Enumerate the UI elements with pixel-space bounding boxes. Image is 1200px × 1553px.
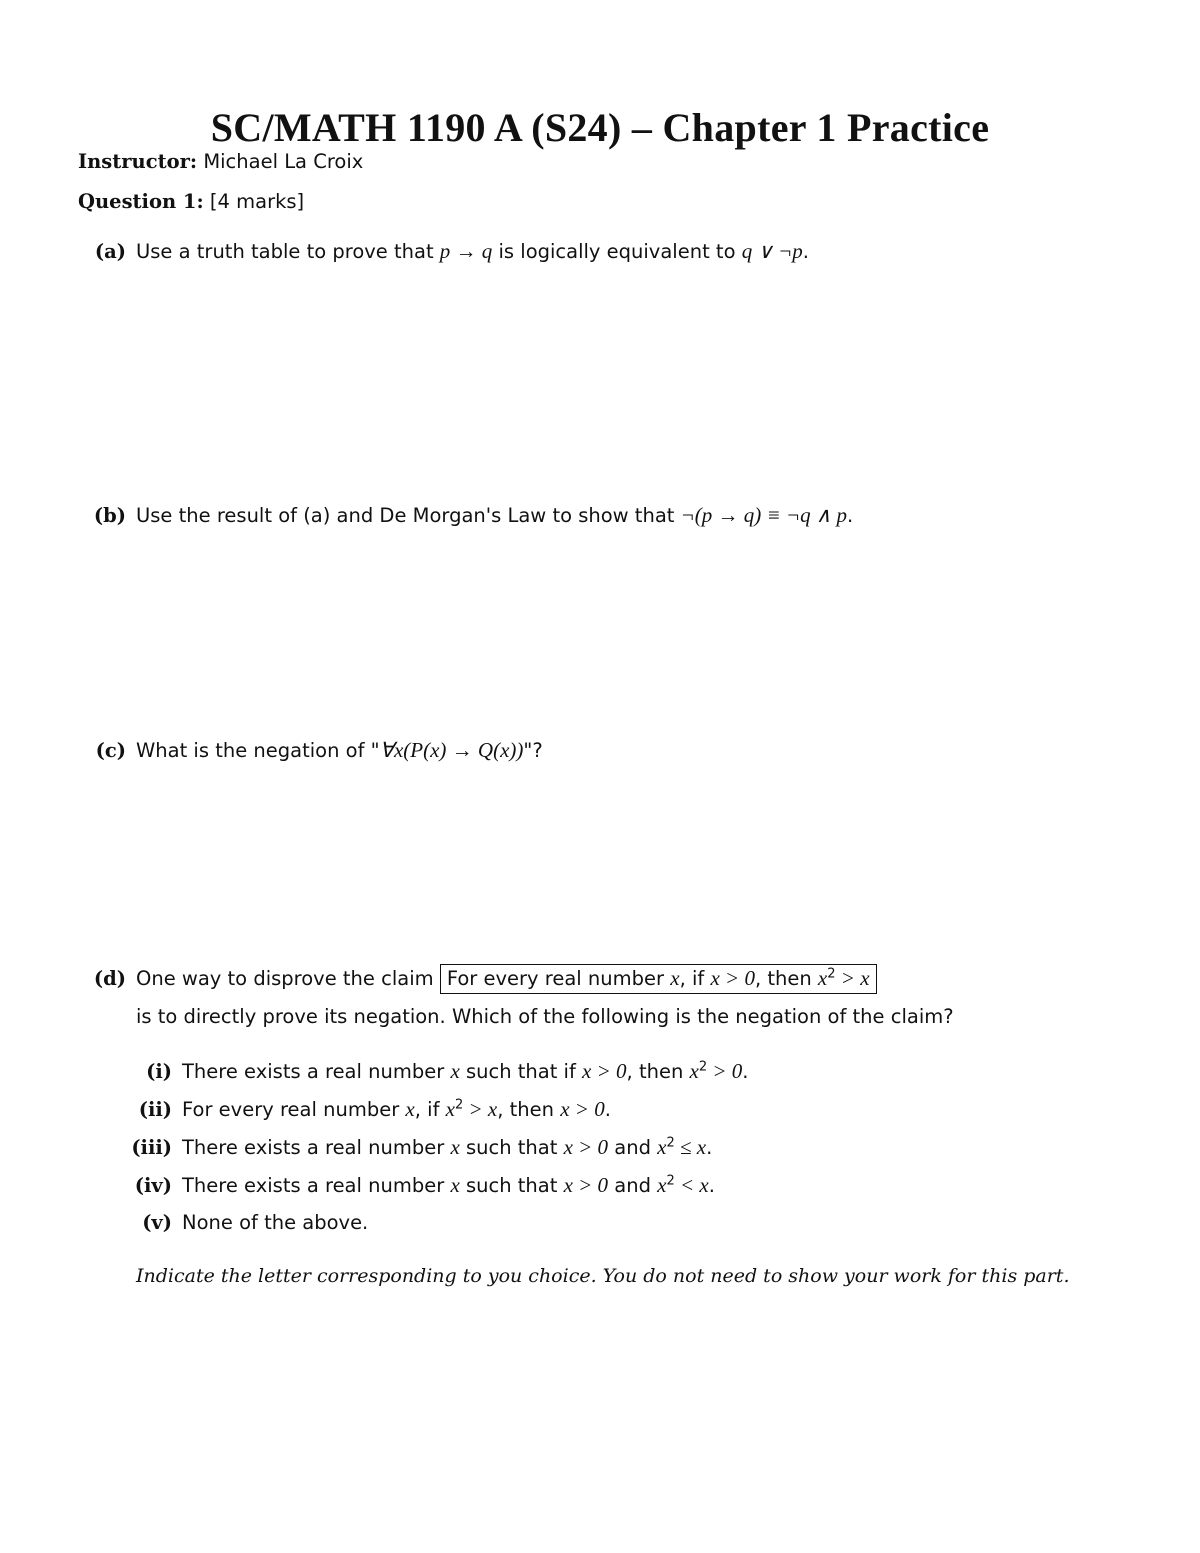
claim-var-x: x bbox=[670, 966, 680, 990]
option-iv-end: . bbox=[708, 1174, 715, 1197]
option-i-exponent: 2 bbox=[698, 1059, 708, 1075]
question-marks: [4 marks] bbox=[209, 190, 305, 213]
part-a-label: (a) bbox=[94, 240, 126, 263]
claim-var-x-squared: x bbox=[817, 966, 828, 990]
instructor-label: Instructor: bbox=[78, 150, 198, 173]
claim-text-3: , then bbox=[754, 967, 818, 990]
claim-exponent: 2 bbox=[827, 966, 836, 982]
claim-text-2: , if bbox=[679, 967, 711, 990]
part-d-label: (d) bbox=[93, 967, 126, 990]
part-c-math: ∀x(P(x) → Q(x)) bbox=[379, 738, 524, 762]
option-iii-math-1: x bbox=[450, 1135, 460, 1159]
option-i-end: . bbox=[742, 1060, 749, 1083]
option-iii-label: (iii) bbox=[131, 1136, 172, 1159]
option-i bbox=[128, 1059, 749, 1084]
option-iv bbox=[128, 1173, 715, 1198]
part-a-text: Use a truth table to prove that bbox=[136, 240, 440, 263]
option-iv-math-4: < x bbox=[674, 1173, 709, 1197]
option-iv-math-3: x bbox=[657, 1173, 667, 1197]
page-title: SC/MATH 1190 A (S24) – Chapter 1 Practice bbox=[210, 105, 990, 150]
option-ii-exponent: 2 bbox=[454, 1097, 464, 1113]
option-iii-math-2: x > 0 bbox=[563, 1135, 609, 1159]
option-i-text: There exists a real number bbox=[182, 1060, 451, 1083]
option-iv-text-3: and bbox=[608, 1174, 658, 1197]
option-iii-end: . bbox=[706, 1136, 713, 1159]
option-iv-math-2: x > 0 bbox=[563, 1173, 609, 1197]
claim-gt-x: > x bbox=[835, 966, 870, 990]
part-c-text: What is the negation of " bbox=[136, 739, 380, 762]
option-iii-text-2: such that bbox=[459, 1136, 564, 1159]
part-a-math-implication: p → q bbox=[439, 239, 493, 263]
part-a-text-2: is logically equivalent to bbox=[492, 240, 742, 263]
option-ii bbox=[128, 1097, 611, 1122]
option-ii-text: For every real number bbox=[182, 1098, 406, 1121]
part-b-math: ¬(p → q) ≡ ¬q ∧ p bbox=[680, 503, 847, 527]
option-iv-exponent: 2 bbox=[666, 1173, 675, 1189]
part-c-label: (c) bbox=[95, 739, 126, 762]
part-d-instruction-note: Indicate the letter corresponding to you choice. You do not need to show your work for this part. bbox=[136, 1265, 1070, 1287]
option-i-text-3: , then bbox=[626, 1060, 690, 1083]
part-c bbox=[78, 738, 543, 763]
option-i-math-1: x bbox=[450, 1059, 460, 1083]
option-v-text: None of the above. bbox=[182, 1211, 369, 1234]
option-ii-math-1: x bbox=[405, 1097, 415, 1121]
option-ii-label: (ii) bbox=[138, 1098, 172, 1121]
part-b bbox=[78, 503, 853, 528]
claim-condition: x > 0 bbox=[710, 966, 755, 990]
question-label: Question 1: bbox=[78, 190, 204, 213]
instructor-line bbox=[78, 150, 363, 173]
option-ii-end: . bbox=[604, 1098, 611, 1121]
option-iv-text: There exists a real number bbox=[182, 1174, 451, 1197]
option-v bbox=[128, 1211, 368, 1234]
option-i-text-2: such that if bbox=[459, 1060, 583, 1083]
option-i-math-2: x > 0 bbox=[582, 1059, 627, 1083]
option-iii-text: There exists a real number bbox=[182, 1136, 451, 1159]
option-i-math-4: > 0 bbox=[707, 1059, 743, 1083]
option-ii-text-2: , if bbox=[414, 1098, 446, 1121]
option-iii-exponent: 2 bbox=[666, 1135, 675, 1151]
option-iv-text-2: such that bbox=[459, 1174, 564, 1197]
option-iii bbox=[128, 1135, 712, 1160]
part-a-end: . bbox=[802, 240, 809, 263]
option-iii-math-3: x bbox=[657, 1135, 667, 1159]
part-d bbox=[78, 966, 877, 991]
part-d-line-2: is to directly prove its negation. Which of the following is the negation of the claim? bbox=[136, 1005, 954, 1028]
option-i-math-3: x bbox=[689, 1059, 699, 1083]
option-iii-text-3: and bbox=[608, 1136, 658, 1159]
part-b-label: (b) bbox=[93, 504, 126, 527]
option-iv-math-1: x bbox=[450, 1173, 460, 1197]
instructor-name: Michael La Croix bbox=[203, 150, 364, 173]
part-a bbox=[78, 239, 809, 264]
option-ii-math-3: x > 0 bbox=[560, 1097, 605, 1121]
option-ii-math-2b: > x bbox=[463, 1097, 498, 1121]
option-iv-label: (iv) bbox=[134, 1174, 172, 1197]
part-a-math-disjunction: q ∨ ¬p bbox=[741, 239, 803, 263]
option-i-label: (i) bbox=[146, 1060, 172, 1083]
part-c-end: "? bbox=[523, 739, 543, 762]
claim-text-1: For every real number bbox=[446, 967, 671, 990]
part-d-text: One way to disprove the claim bbox=[136, 967, 434, 990]
option-ii-math-2: x bbox=[445, 1097, 455, 1121]
question-header bbox=[78, 190, 304, 213]
option-v-label: (v) bbox=[142, 1211, 172, 1234]
part-b-end: . bbox=[847, 504, 854, 527]
option-iii-math-4: ≤ x bbox=[674, 1135, 707, 1159]
claim-box bbox=[440, 964, 877, 994]
part-b-text: Use the result of (a) and De Morgan's Law to show that bbox=[136, 504, 681, 527]
option-ii-text-3: , then bbox=[497, 1098, 561, 1121]
